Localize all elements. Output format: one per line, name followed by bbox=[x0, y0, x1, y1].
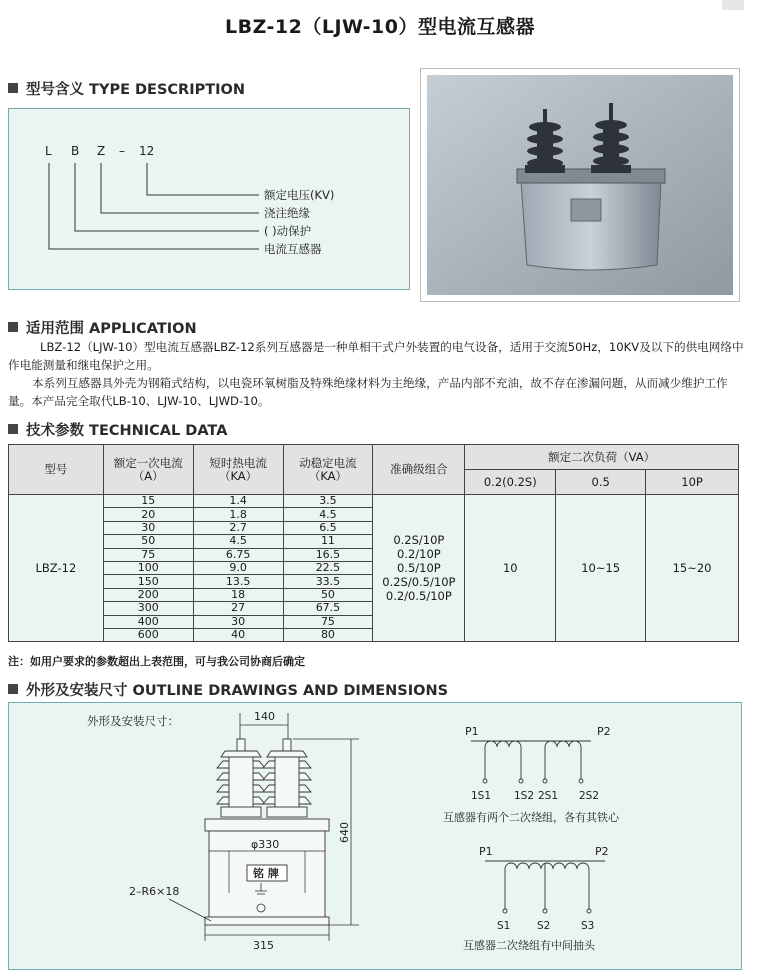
accuracy-combo: 0.5/10P bbox=[396, 561, 441, 576]
technical-data-table bbox=[8, 444, 739, 642]
outline-subtitle: 外形及安装尺寸： bbox=[87, 714, 179, 728]
header-model: 型号 bbox=[9, 445, 104, 495]
header-dynamic-label: 动稳定电流 bbox=[299, 455, 357, 470]
leader-line-protection bbox=[75, 163, 259, 231]
dynamic-cell: 80 bbox=[283, 628, 373, 641]
wiring2-terminal: S2 bbox=[537, 920, 551, 932]
dim-mounting: 2–R6×18 bbox=[129, 885, 180, 898]
product-photo bbox=[420, 68, 740, 302]
dynamic-cell: 4.5 bbox=[283, 508, 373, 521]
accuracy-combo: 0.2S/0.5/10P bbox=[382, 575, 456, 590]
thermal-cell: 9.0 bbox=[193, 561, 283, 574]
dim-diameter: φ330 bbox=[251, 838, 280, 851]
burden-10p-cell: 15~20 bbox=[646, 495, 739, 642]
outline-heading bbox=[8, 679, 448, 700]
section-bullet-icon bbox=[8, 83, 18, 93]
header-thermal-label: 短时热电流 bbox=[209, 455, 267, 470]
accuracy-combo: 0.2/0.5/10P bbox=[385, 589, 452, 604]
dim-base: 315 bbox=[253, 939, 274, 952]
application-paragraph-1: LBZ-12（LJW-10）型电流互感器LBZ-12系列互感器是一种单相干式户外装置的电气设备，适用于交流50Hz，10KV及以下的供电网络中作电能测量和继电保护之用。 bbox=[8, 340, 744, 372]
rated-primary-cell: 15 bbox=[103, 495, 193, 508]
leader-line-insulation bbox=[101, 163, 259, 213]
header-rated-primary bbox=[103, 445, 193, 495]
dynamic-cell: 67.5 bbox=[283, 602, 373, 615]
thermal-cell: 2.7 bbox=[193, 521, 283, 534]
meaning-protection: ( )动保护 bbox=[264, 224, 312, 238]
header-dynamic bbox=[283, 445, 373, 495]
thermal-cell: 27 bbox=[193, 602, 283, 615]
accuracy-combo: 0.2S/10P bbox=[393, 533, 445, 548]
header-dynamic-unit: （KA） bbox=[308, 468, 348, 483]
rated-primary-cell: 200 bbox=[103, 588, 193, 601]
meaning-voltage: 额定电压(KV) bbox=[264, 188, 335, 202]
bushing-right bbox=[263, 739, 311, 817]
transformer-photo-illustration bbox=[421, 69, 739, 301]
corner-decoration bbox=[722, 0, 744, 10]
code-letter-l: L bbox=[45, 144, 52, 158]
header-burden-05: 0.5 bbox=[556, 470, 646, 495]
accuracy-combos-cell bbox=[373, 495, 465, 642]
rated-primary-cell: 150 bbox=[103, 575, 193, 588]
code-letter-z: Z bbox=[97, 144, 106, 158]
model-cell: LBZ-12 bbox=[9, 495, 104, 642]
header-thermal-unit: （KA） bbox=[218, 468, 258, 483]
wiring2-terminal: S3 bbox=[581, 920, 595, 932]
wiring1-terminal: 1S1 bbox=[471, 790, 492, 802]
leader-line-voltage bbox=[147, 163, 259, 195]
application-heading-text: 适用范围 APPLICATION bbox=[26, 321, 197, 337]
thermal-cell: 1.8 bbox=[193, 508, 283, 521]
type-code-diagram bbox=[9, 109, 409, 289]
rated-primary-cell: 300 bbox=[103, 602, 193, 615]
wiring1-terminal: 2S1 bbox=[538, 790, 559, 802]
thermal-cell: 4.5 bbox=[193, 535, 283, 548]
meaning-ct: 电流互感器 bbox=[264, 242, 322, 256]
code-dash: – bbox=[119, 144, 125, 158]
wiring1-caption: 互感器有两个二次绕组，各有其铁心 bbox=[443, 811, 619, 824]
dynamic-cell: 6.5 bbox=[283, 521, 373, 534]
wiring-diagram-center-tap bbox=[463, 845, 609, 952]
rated-primary-cell: 400 bbox=[103, 615, 193, 628]
dim-top-width: 140 bbox=[254, 710, 275, 723]
code-letter-b: B bbox=[71, 144, 80, 158]
burden-05-cell: 10~15 bbox=[556, 495, 646, 642]
wiring1-terminal: 2S2 bbox=[579, 790, 600, 802]
burden-02-cell: 10 bbox=[465, 495, 556, 642]
dynamic-cell: 11 bbox=[283, 535, 373, 548]
thermal-cell: 40 bbox=[193, 628, 283, 641]
bushing-left bbox=[217, 739, 265, 817]
outline-drawing-panel bbox=[8, 702, 742, 970]
section-bullet-icon bbox=[8, 424, 18, 434]
technical-data-heading bbox=[8, 419, 227, 440]
dynamic-cell: 75 bbox=[283, 615, 373, 628]
application-paragraph-2: 本系列互感器具外壳为钢箱式结构，以电瓷环氧树脂及特殊绝缘材料为主绝缘，产品内部不充油，故不存在渗漏问题，从而减少维护工作量。本产品完全取代LB-10、LJW-10、LJWD-10。 bbox=[8, 376, 728, 408]
page-title: LBZ-12（LJW-10）型电流互感器 bbox=[225, 16, 535, 38]
wiring2-p1: P1 bbox=[479, 845, 493, 858]
wiring2-terminal: S1 bbox=[497, 920, 511, 932]
header-thermal bbox=[193, 445, 283, 495]
meaning-insulation: 浇注绝缘 bbox=[264, 206, 310, 220]
dim-height: 640 bbox=[338, 822, 351, 843]
section-bullet-icon bbox=[8, 322, 18, 332]
dynamic-cell: 33.5 bbox=[283, 575, 373, 588]
header-accuracy: 准确级组合 bbox=[373, 445, 465, 495]
header-burden-10p: 10P bbox=[646, 470, 739, 495]
wiring1-p1: P1 bbox=[465, 725, 479, 738]
section-bullet-icon bbox=[8, 684, 18, 694]
wiring-diagram-two-windings bbox=[443, 725, 620, 824]
type-description-heading-text: 型号含义 TYPE DESCRIPTION bbox=[26, 82, 245, 98]
application-heading bbox=[8, 317, 197, 338]
rated-primary-cell: 50 bbox=[103, 535, 193, 548]
header-rated-primary-unit: （A） bbox=[132, 468, 164, 483]
accuracy-combo: 0.2/10P bbox=[396, 547, 441, 562]
rated-primary-cell: 600 bbox=[103, 628, 193, 641]
thermal-cell: 6.75 bbox=[193, 548, 283, 561]
rated-primary-cell: 75 bbox=[103, 548, 193, 561]
wiring1-terminal: 1S2 bbox=[514, 790, 535, 802]
thermal-cell: 1.4 bbox=[193, 495, 283, 508]
leader-line-ct bbox=[49, 163, 259, 249]
dynamic-cell: 3.5 bbox=[283, 495, 373, 508]
header-burden: 额定二次负荷（VA） bbox=[465, 445, 739, 470]
thermal-cell: 13.5 bbox=[193, 575, 283, 588]
code-voltage: 12 bbox=[139, 144, 155, 158]
type-description-heading bbox=[8, 78, 245, 99]
rated-primary-cell: 100 bbox=[103, 561, 193, 574]
outline-drawing bbox=[9, 703, 741, 969]
dynamic-cell: 22.5 bbox=[283, 561, 373, 574]
dynamic-cell: 16.5 bbox=[283, 548, 373, 561]
header-rated-primary-label: 额定一次电流 bbox=[113, 455, 183, 470]
rated-primary-cell: 20 bbox=[103, 508, 193, 521]
header-burden-02: 0.2(0.2S) bbox=[465, 470, 556, 495]
wiring1-p2: P2 bbox=[597, 725, 611, 738]
rated-primary-cell: 30 bbox=[103, 521, 193, 534]
type-description-panel bbox=[8, 108, 410, 290]
thermal-cell: 30 bbox=[193, 615, 283, 628]
dynamic-cell: 50 bbox=[283, 588, 373, 601]
table-note: 注：如用户要求的参数超出上表范围，可与我公司协商后确定 bbox=[8, 655, 305, 668]
technical-data-heading-text: 技术参数 TECHNICAL DATA bbox=[26, 423, 228, 439]
wiring2-caption: 互感器二次绕组有中间抽头 bbox=[463, 939, 595, 952]
thermal-cell: 18 bbox=[193, 588, 283, 601]
nameplate-label: 铭 牌 bbox=[253, 867, 279, 880]
wiring2-p2: P2 bbox=[595, 845, 609, 858]
outline-heading-text: 外形及安装尺寸 OUTLINE DRAWINGS AND DIMENSIONS bbox=[26, 683, 449, 699]
